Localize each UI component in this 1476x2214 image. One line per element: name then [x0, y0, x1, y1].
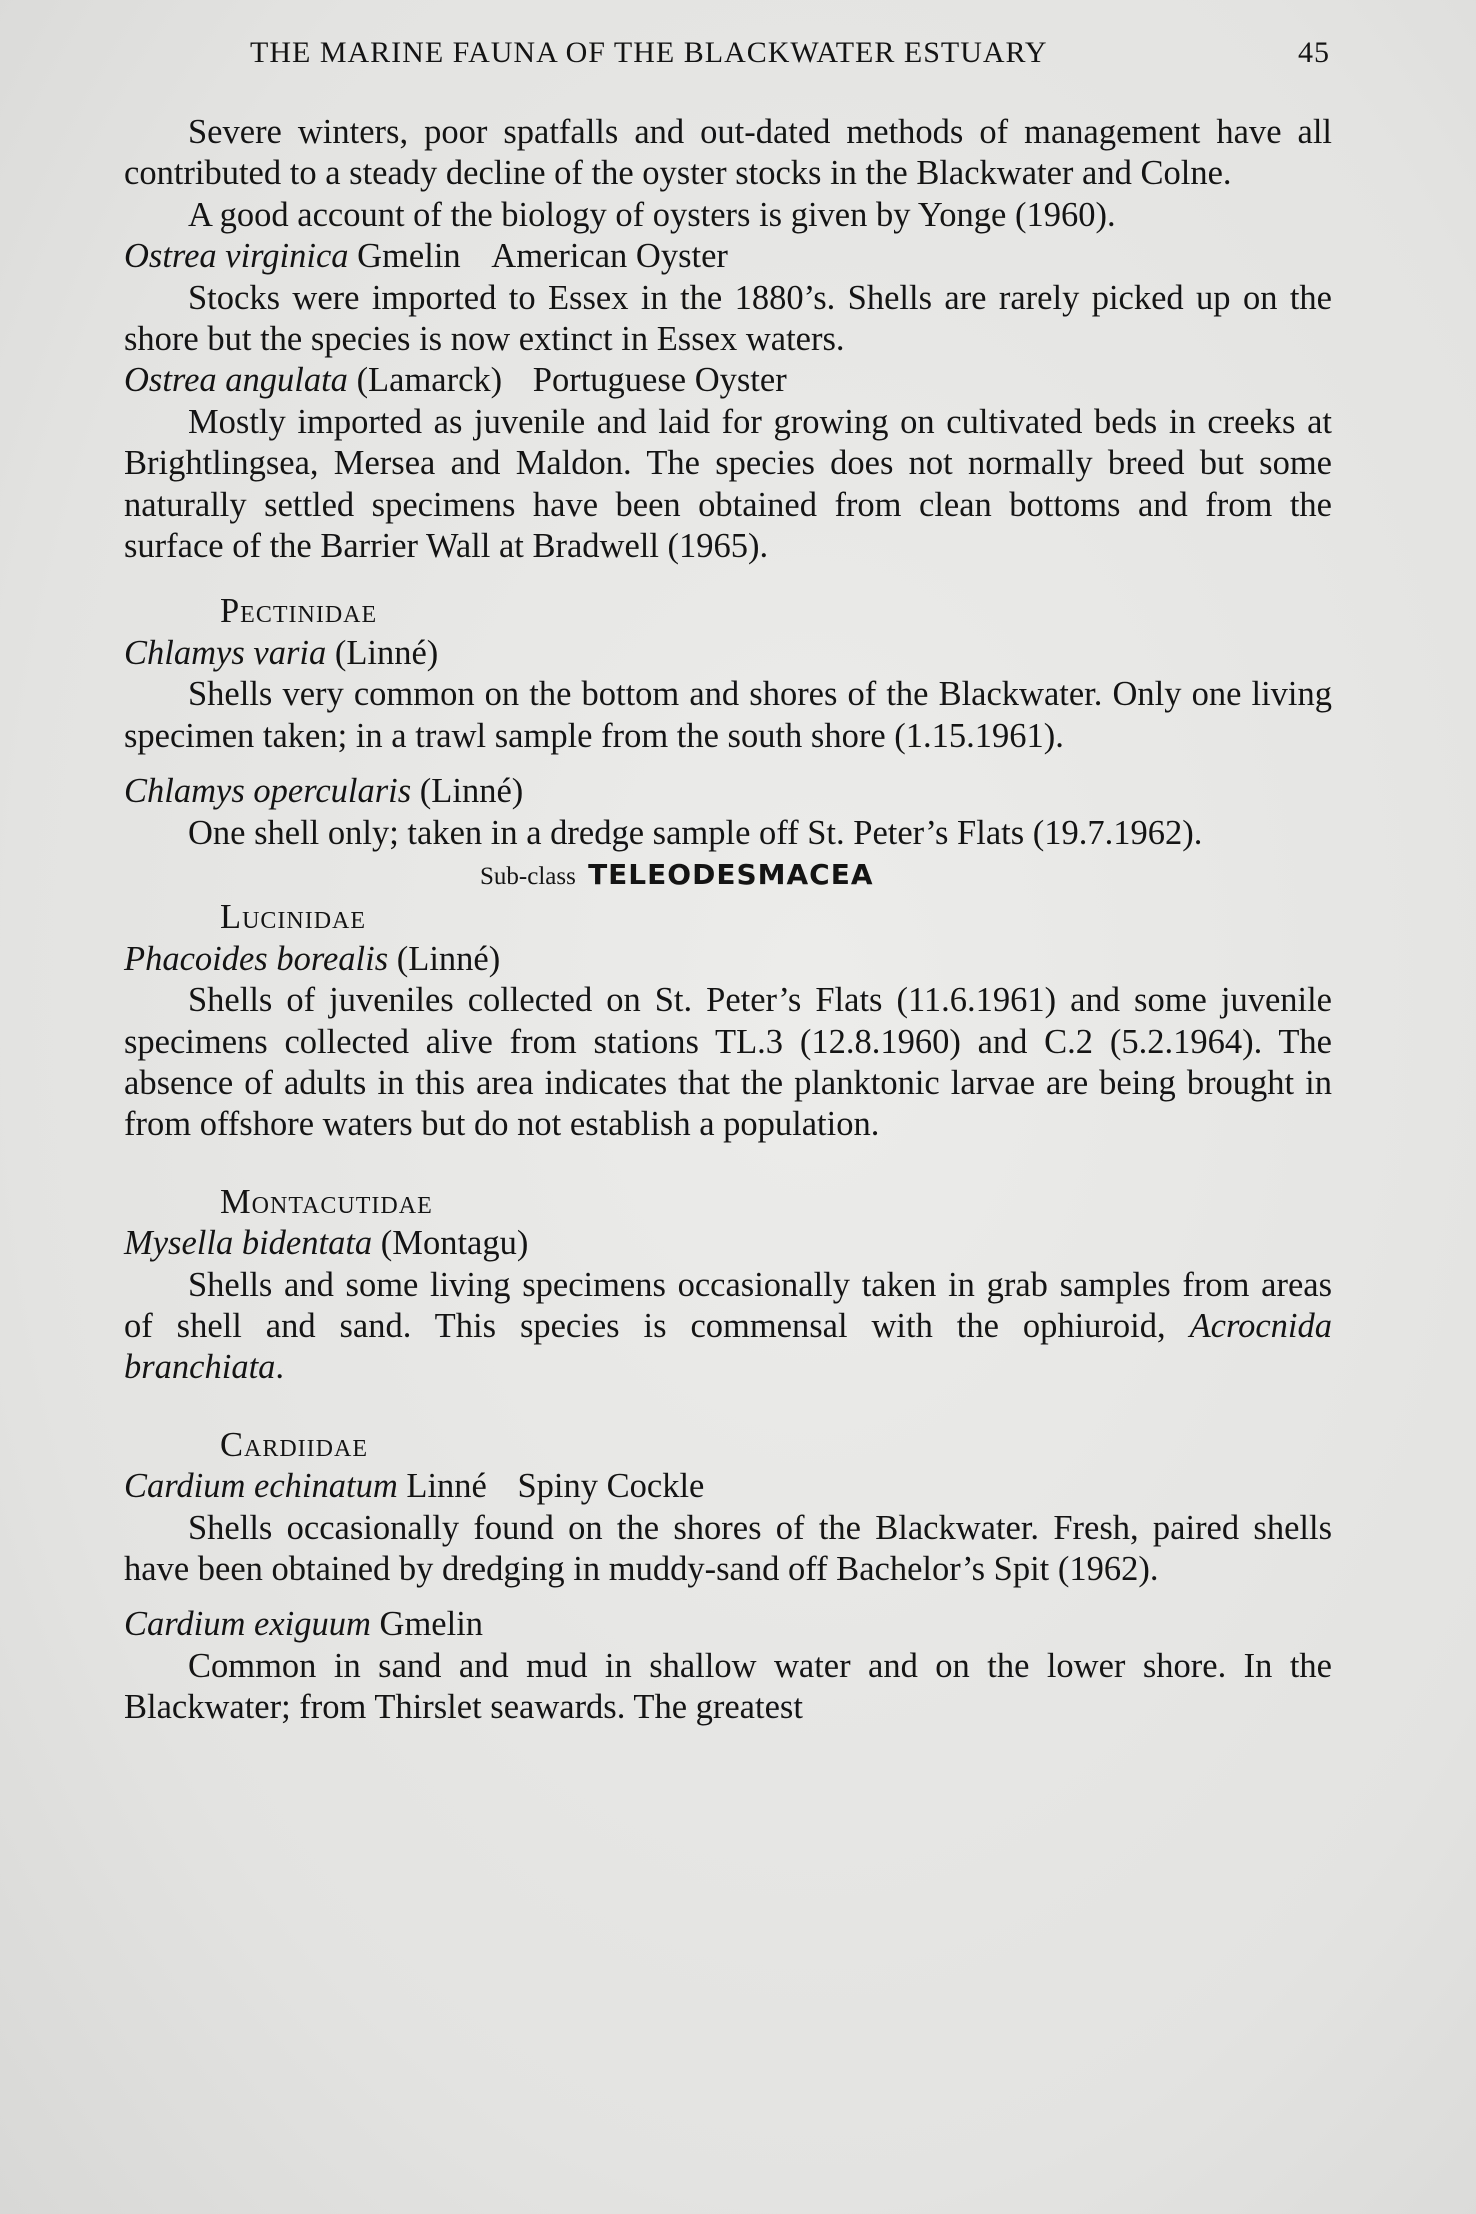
species-description: Shells occasionally found on the shores of the Blackwater. Fresh, paired shells have been obtained by dredging in muddy-sand off Bachelor’s Spit (1962).: [124, 1508, 1332, 1588]
species-heading-cardium-echinatum: [124, 1466, 1332, 1507]
species-name: Cardium exiguum: [124, 1605, 371, 1644]
species-description: Common in sand and mud in shallow water and on the lower shore. In the Blackwater; from Thirslet seawards. The greatest: [124, 1646, 1332, 1727]
species-heading-phacoides-borealis: [124, 939, 1332, 980]
description-text: Shells and some living specimens occasionally taken in grab samples from areas of shell and sand. This species is commensal with the ophiuroid,: [124, 1265, 1332, 1345]
species-authority: Linné: [406, 1467, 487, 1506]
species-name: Chlamys opercularis: [124, 772, 412, 811]
species-name: Cardium echinatum: [124, 1467, 398, 1506]
species-heading-chlamys-varia: [124, 633, 1332, 674]
species-description: [124, 1265, 1332, 1389]
family-heading-cardiidae: Cardiidae: [220, 1425, 368, 1464]
species-name: Chlamys varia: [124, 633, 327, 672]
species-common-name: American Oyster: [491, 237, 728, 276]
species-heading-mysella-bidentata: [124, 1223, 1332, 1264]
species-name: Mysella bidentata: [124, 1224, 373, 1263]
host-species-name: Acrocnida branchiata: [124, 1306, 1332, 1387]
species-description: Stocks were imported to Essex in the 1880’s. Shells are rarely picked up on the shore but the species is now extinct in Essex waters.: [124, 278, 1332, 359]
species-description: Shells very common on the bottom and shores of the Blackwater. Only one living specimen taken; in a trawl sample from the south shore (1.15.1961).: [124, 675, 1332, 755]
description-end: .: [275, 1348, 285, 1387]
species-authority: Gmelin: [357, 237, 461, 276]
species-heading-cardium-exiguum: [124, 1604, 1332, 1645]
subclass-heading: [124, 854, 1332, 897]
page-header: [250, 36, 1330, 76]
family-heading-montacutidae: Montacutidae: [220, 1182, 433, 1221]
family-heading-pectinidae: Pectinidae: [220, 592, 378, 631]
running-head: THE MARINE FAUNA OF THE BLACKWATER ESTUARY: [250, 36, 1048, 69]
species-authority: (Lamarck): [356, 361, 503, 400]
species-authority: Gmelin: [379, 1605, 484, 1644]
species-common-name: Portuguese Oyster: [532, 361, 787, 400]
species-authority: (Linné): [334, 633, 439, 672]
family-heading-lucinidae: Lucinidae: [220, 898, 367, 937]
intro-paragraph-1: Severe winters, poor spatfalls and out-dated methods of management have all contributed to a steady decline of the oyster stocks in the Blackwater and Colne.: [124, 113, 1332, 193]
species-authority: (Montagu): [380, 1224, 529, 1263]
species-description: One shell only; taken in a dredge sample off St. Peter’s Flats (19.7.1962).: [188, 813, 1203, 852]
species-authority: (Linné): [396, 939, 501, 978]
species-common-name: Spiny Cockle: [517, 1467, 705, 1506]
species-authority: (Linné): [419, 772, 524, 811]
subclass-label: Sub-class: [480, 862, 576, 890]
species-description: Mostly imported as juvenile and laid for growing on cultivated beds in creeks at Brightlingsea, Mersea and Maldon. The species does not normally breed but some naturally settled specimens have been obtained from clean bottoms and from the surface of the Barrier Wall at Bradwell (1965).: [124, 402, 1332, 566]
intro-paragraph-2: A good account of the biology of oysters is given by Yonge (1960).: [188, 195, 1116, 234]
species-name: Ostrea virginica: [124, 237, 349, 276]
species-name: Ostrea angulata: [124, 361, 348, 400]
species-description: Shells of juveniles collected on St. Peter’s Flats (11.6.1961) and some juvenile specimens collected alive from stations TL.3 (12.8.1960) and C.2 (5.2.1964). The absence of adults in this area indicates that the planktonic larvae are being brought in from offshore waters but do not establish a population.: [124, 981, 1332, 1144]
subclass-name: TELEODESMACEA: [588, 857, 874, 891]
species-heading-chlamys-opercularis: [124, 771, 1332, 812]
body-text: [124, 112, 1332, 1729]
page-number: 45: [1298, 36, 1330, 69]
species-name: Phacoides borealis: [124, 939, 389, 978]
species-heading-ostrea-angulata: [124, 360, 1332, 401]
species-heading-ostrea-virginica: [124, 236, 1332, 277]
